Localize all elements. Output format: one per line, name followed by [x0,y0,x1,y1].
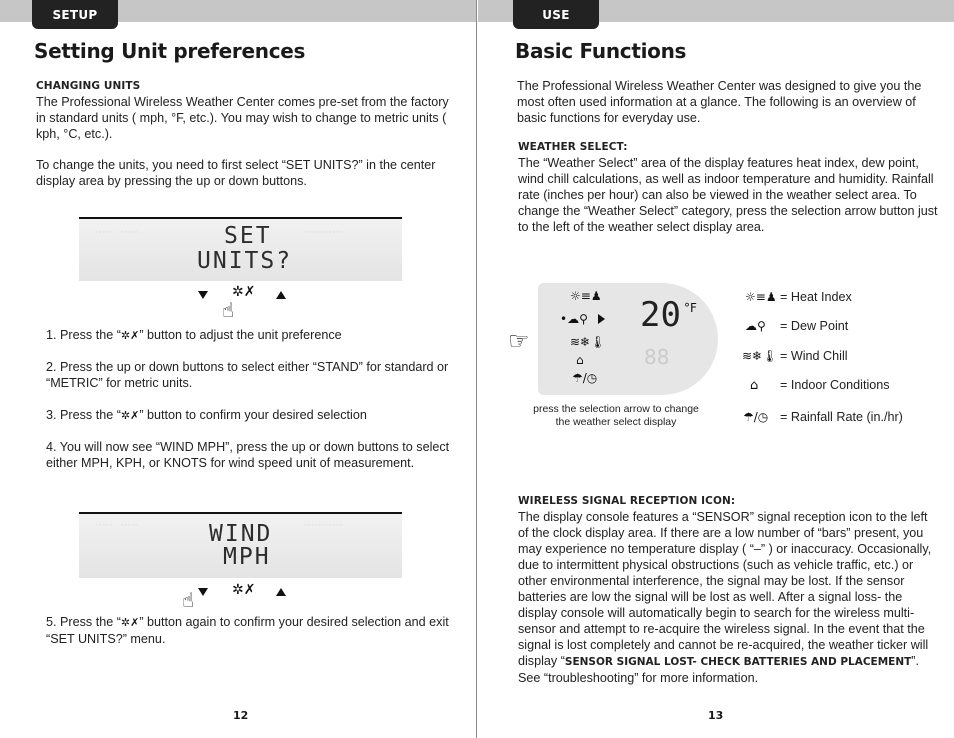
lcd-line-units: UNITS? [197,248,293,274]
step-text: 5. Press the “ [46,615,121,629]
step-4: 4. You will now see “WIND MPH”, press the up or down buttons to select either MPH, KPH, or KNOTS for wind speed unit of measurement. [46,440,450,470]
pointing-hand-icon[interactable]: ☞ [508,327,530,355]
settings-wrench-icon: ✲✗ [120,409,140,422]
display-caption: press the selection arrow to change the weather select display [533,403,699,428]
section-heading: CHANGING UNITS [36,80,141,92]
wind-chill-icon: ≋❄🌡 [742,349,778,363]
legend-heat-index: = Heat Index [780,290,852,304]
settings-wrench-icon[interactable]: ✲✗ [232,582,256,598]
down-button[interactable] [198,588,208,596]
signal-paragraph: The display console features a “SENSOR” signal reception icon to the left of the clock display area. If there are a low number of “bars” present, you may experience no temperature display ( “–” ) or inaccuracy. Occasionally, due to intermittent physical obstructions (such as vehicle traffic, etc.) or other environmental interference, the signal may be lost. If the sensor batteries are low the signal will be lost as well. After a signal loss- the display console will automatically begin to search for the wireless multi-sensor and attempt to re-acquire the wireless signal. In the event that the signal is lost completely and cannot be re-acquired, the weather ticker will display “ [518,510,932,668]
rainfall-rate-icon: ☂/◷ [572,371,598,385]
step-text: ” button to confirm your desired selection [139,408,367,422]
weather-select-paragraph: The “Weather Select” area of the display features heat index, dew point, wind chill calculations, as well as indoor temperature and humidity. Rainfall rate (inches per hour) can also be viewed in the weather select area. To change the “Weather Select” category, press the selection arrow button just to the left of the weather select display area. [518,156,938,234]
page-title: Setting Unit preferences [34,39,306,63]
page-title: Basic Functions [515,39,687,63]
dew-point-icon: •☁⚲ [560,312,588,326]
display-temperature: 20 [640,295,681,335]
heat-index-icon: ☼≡♟ [570,289,602,303]
lcd-ghost-segments: ◦◦◦◦◦◦◦◦◦◦◦ [304,522,343,529]
right-page [478,0,954,738]
lcd-ghost-segments: ◦◦◦◦◦ ◦◦◦◦◦ [95,522,139,529]
setup-tab: SETUP [32,0,118,29]
instruction-paragraph: To change the units, you need to first select “SET UNITS?” in the center display area by pressing the up or down buttons. [36,158,436,188]
step-2: 2. Press the up or down buttons to select either “STAND” for standard or “METRIC” for metric units. [46,360,449,390]
wind-chill-icon: ≋❄🌡 [570,335,606,349]
dew-point-icon: ☁⚲ [745,319,766,333]
intro-paragraph: The Professional Wireless Weather Center was designed to give you the most often used information at a glance. The following is an overview of basic functions for everyday use. [517,79,922,125]
up-button[interactable] [276,291,286,299]
lcd-ghost-segments: 88 [644,345,670,369]
step-text: 3. Press the “ [46,408,121,422]
indoor-conditions-icon: ⌂ [750,378,759,393]
weather-select-section [518,139,938,235]
step-text: ” button to adjust the unit preference [139,328,342,342]
use-tab: USE [513,0,599,29]
weather-select-display [538,283,718,395]
page-number: 13 [708,709,724,722]
lcd-border [79,512,402,514]
settings-wrench-icon[interactable]: ✲✗ [232,284,256,300]
step-text: 1. Press the “ [46,328,121,342]
intro-paragraph: The Professional Wireless Weather Center comes pre-set from the factory in standard units ( mph, °F, etc.). You may wish to change to metric units ( kph, °C, etc.). [36,95,449,141]
legend-dew-point: = Dew Point [780,319,849,333]
indoor-conditions-icon: ⌂ [576,353,584,367]
section-heading: WIRELESS SIGNAL RECEPTION ICON: [518,495,736,507]
lcd-set-units [79,217,402,281]
lcd-wind-mph [79,512,402,578]
step-3 [46,407,466,424]
display-unit: °F [684,301,697,315]
step-5 [46,614,466,647]
signal-section [518,493,934,686]
signal-lost-message: SENSOR SIGNAL LOST- CHECK BATTERIES AND PLACEMENT [564,656,912,668]
pointing-hand-icon: ☝ [182,588,195,612]
down-button[interactable] [198,291,208,299]
legend-wind-chill: = Wind Chill [780,349,848,363]
lcd-line-set: SET [224,223,272,249]
lcd-line-mph: MPH [223,544,271,570]
legend-indoor-conditions: = Indoor Conditions [780,378,890,392]
legend-rainfall-rate: = Rainfall Rate (in./hr) [780,410,903,424]
lcd-ghost-segments: ◦◦◦◦◦◦◦◦◦◦◦ [304,229,343,236]
settings-wrench-icon: ✲✗ [120,329,140,342]
settings-wrench-icon: ✲✗ [120,616,140,629]
section-heading: WEATHER SELECT: [518,141,628,153]
step-1 [46,327,466,344]
lcd-line-wind: WIND [209,521,273,547]
lcd-ghost-segments: ◦◦◦◦◦ ◦◦◦◦◦ [95,229,139,236]
selection-arrow [598,314,605,324]
page-number: 12 [233,709,249,722]
rainfall-rate-icon: ☂/◷ [743,410,769,424]
lcd-border [79,217,402,219]
changing-units-section [36,78,456,142]
step-text: ” button again to confirm your desired selection and exit “SET UNITS?” menu. [46,615,449,646]
pointing-hand-icon: ☝ [222,298,235,322]
signal-paragraph-end: ”. See “troubleshooting” for more information. [518,654,919,685]
heat-index-icon: ☼≡♟ [745,290,777,304]
up-button[interactable] [276,588,286,596]
